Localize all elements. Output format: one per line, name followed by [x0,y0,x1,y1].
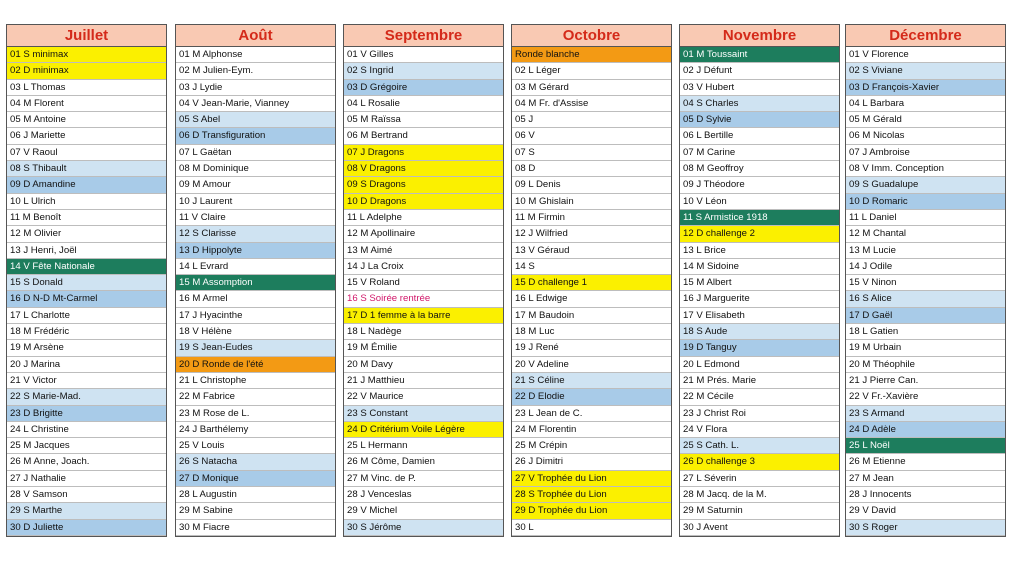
day-row: 25 L Hermann [344,438,503,454]
day-row: 10 J Laurent [176,194,335,210]
day-row: 02 M Julien-Eym. [176,63,335,79]
day-row: 06 M Bertrand [344,128,503,144]
day-row: 10 M Ghislain [512,194,671,210]
day-row: 03 D François-Xavier [846,80,1005,96]
day-row: 14 S [512,259,671,275]
day-row: 23 S Armand [846,406,1005,422]
day-row: 22 M Cécile [680,389,839,405]
day-row: 02 S Viviane [846,63,1005,79]
day-row: 29 V David [846,503,1005,519]
day-row: 05 D Sylvie [680,112,839,128]
day-row: 10 D Romaric [846,194,1005,210]
day-row: 13 L Brice [680,243,839,259]
day-row: 24 D Critérium Voile Légère [344,422,503,438]
day-row: 15 V Ninon [846,275,1005,291]
day-row: 03 V Hubert [680,80,839,96]
day-row: 27 M Jean [846,471,1005,487]
day-row: 30 S Roger [846,520,1005,536]
day-row: 08 M Dominique [176,161,335,177]
day-row: 28 M Jacq. de la M. [680,487,839,503]
day-row: 03 J Lydie [176,80,335,96]
day-row: 16 D N-D Mt-Carmel [7,291,166,307]
day-row: 26 S Natacha [176,454,335,470]
day-row: 18 L Gatien [846,324,1005,340]
day-row: 22 D Elodie [512,389,671,405]
day-row: 12 J Wilfried [512,226,671,242]
day-row: 23 D Brigitte [7,406,166,422]
day-row: 08 V Dragons [344,161,503,177]
day-row: 24 D Adèle [846,422,1005,438]
month-column [6,24,167,537]
day-row: 09 D Amandine [7,177,166,193]
day-row: 07 J Dragons [344,145,503,161]
day-row: 12 M Olivier [7,226,166,242]
day-row: 24 L Christine [7,422,166,438]
day-row: 09 S Guadalupe [846,177,1005,193]
day-row: 19 D Tanguy [680,340,839,356]
day-row: 18 L Nadège [344,324,503,340]
day-row: 19 M Urbain [846,340,1005,356]
day-row: 11 M Benoît [7,210,166,226]
day-row: 05 M Gérald [846,112,1005,128]
day-row: 30 D Juliette [7,520,166,536]
day-row: 28 S Trophée du Lion [512,487,671,503]
day-row: 14 J La Croix [344,259,503,275]
day-row: 25 V Louis [176,438,335,454]
day-row: 16 L Edwige [512,291,671,307]
day-row: 20 J Marina [7,357,166,373]
day-row: 05 M Antoine [7,112,166,128]
day-row: 23 M Rose de L. [176,406,335,422]
day-row: 28 L Augustin [176,487,335,503]
day-row: 10 V Léon [680,194,839,210]
day-row: 24 J Barthélemy [176,422,335,438]
day-row: 11 L Adelphe [344,210,503,226]
day-row: 04 L Rosalie [344,96,503,112]
day-row: 26 M Etienne [846,454,1005,470]
day-row: 29 D Trophée du Lion [512,503,671,519]
day-row: 10 L Ulrich [7,194,166,210]
day-row: 15 V Roland [344,275,503,291]
day-row: 16 J Marguerite [680,291,839,307]
day-row: 17 D 1 femme à la barre [344,308,503,324]
day-row: 12 D challenge 2 [680,226,839,242]
day-row: 13 M Aimé [344,243,503,259]
day-row: 02 D minimax [7,63,166,79]
day-row: 18 M Frédéric [7,324,166,340]
day-row: 29 M Saturnin [680,503,839,519]
day-row: 05 M Raïssa [344,112,503,128]
day-row: 21 J Matthieu [344,373,503,389]
day-row: 06 J Mariette [7,128,166,144]
day-row: 08 V Imm. Conception [846,161,1005,177]
day-row: 15 D challenge 1 [512,275,671,291]
day-row: 11 S Armistice 1918 [680,210,839,226]
day-row: 02 J Défunt [680,63,839,79]
day-row: 01 S minimax [7,47,166,63]
day-row: 14 J Odile [846,259,1005,275]
day-row: 08 M Geoffroy [680,161,839,177]
day-row: 21 M Prés. Marie [680,373,839,389]
day-row: 03 L Thomas [7,80,166,96]
day-row: 13 V Géraud [512,243,671,259]
day-row: 07 S [512,145,671,161]
day-row: 06 D Transfiguration [176,128,335,144]
day-row: 21 S Céline [512,373,671,389]
day-row: 25 M Crépin [512,438,671,454]
day-row: 20 D Ronde de l'été [176,357,335,373]
day-row: 25 L Noël [846,438,1005,454]
day-row: 10 D Dragons [344,194,503,210]
day-row: 21 J Pierre Can. [846,373,1005,389]
month-column [175,24,336,537]
day-row: 19 M Arsène [7,340,166,356]
day-row: 15 M Assomption [176,275,335,291]
day-row: 09 J Théodore [680,177,839,193]
day-row: 12 S Clarisse [176,226,335,242]
day-row: 30 S Jérôme [344,520,503,536]
day-row: 29 V Michel [344,503,503,519]
day-row: 12 M Apollinaire [344,226,503,242]
day-row: 03 D Grégoire [344,80,503,96]
day-row: 03 M Gérard [512,80,671,96]
day-row: 26 D challenge 3 [680,454,839,470]
day-row: 22 V Fr.-Xavière [846,389,1005,405]
month-title: Juillet [7,25,166,47]
day-row: 18 M Luc [512,324,671,340]
day-row: 25 S Cath. L. [680,438,839,454]
day-row: 11 L Daniel [846,210,1005,226]
day-row: 09 S Dragons [344,177,503,193]
day-row: 22 V Maurice [344,389,503,405]
day-row: 26 M Côme, Damien [344,454,503,470]
day-row: 12 M Chantal [846,226,1005,242]
month-column [845,24,1006,537]
day-row: 11 V Claire [176,210,335,226]
day-row: 08 D [512,161,671,177]
day-row: 18 S Aude [680,324,839,340]
day-row: 16 M Armel [176,291,335,307]
day-row: 04 L Barbara [846,96,1005,112]
day-row: 09 M Amour [176,177,335,193]
day-row: 17 D Gaël [846,308,1005,324]
month-title: Décembre [846,25,1005,47]
day-row: 01 M Alphonse [176,47,335,63]
day-row: 07 M Carine [680,145,839,161]
day-row: 07 V Raoul [7,145,166,161]
day-row: 29 S Marthe [7,503,166,519]
day-row: 26 J Dimitri [512,454,671,470]
month-title: Août [176,25,335,47]
day-row: 09 L Denis [512,177,671,193]
day-row: 05 J [512,112,671,128]
day-row: 17 L Charlotte [7,308,166,324]
day-row: 22 S Marie-Mad. [7,389,166,405]
day-row: 02 S Ingrid [344,63,503,79]
day-row: 26 M Anne, Joach. [7,454,166,470]
day-row: 17 M Baudoin [512,308,671,324]
day-row: 17 V Elisabeth [680,308,839,324]
day-row: 15 S Donald [7,275,166,291]
day-row: 27 V Trophée du Lion [512,471,671,487]
day-row: 04 V Jean-Marie, Vianney [176,96,335,112]
day-row: 27 M Vinc. de P. [344,471,503,487]
day-row: 30 J Avent [680,520,839,536]
day-row: 19 J René [512,340,671,356]
day-row: 14 V Fête Nationale [7,259,166,275]
day-row: 18 V Hélène [176,324,335,340]
day-row: 04 M Fr. d'Assise [512,96,671,112]
day-row: 13 J Henri, Joël [7,243,166,259]
day-row: 27 D Monique [176,471,335,487]
day-row: 19 M Émilie [344,340,503,356]
day-row: 27 L Séverin [680,471,839,487]
day-row: Ronde blanche [512,47,671,63]
day-row: 23 S Constant [344,406,503,422]
day-row: 04 S Charles [680,96,839,112]
day-row: 02 L Léger [512,63,671,79]
day-row: 11 M Firmin [512,210,671,226]
month-title: Novembre [680,25,839,47]
day-row: 30 L [512,520,671,536]
day-row: 16 S Alice [846,291,1005,307]
day-row: 28 V Samson [7,487,166,503]
day-row: 14 M Sidoine [680,259,839,275]
month-column [511,24,672,537]
day-row: 30 M Fiacre [176,520,335,536]
day-row: 06 V [512,128,671,144]
day-row: 23 J Christ Roi [680,406,839,422]
day-row: 28 J Innocents [846,487,1005,503]
day-row: 21 V Victor [7,373,166,389]
day-row: 20 M Théophile [846,357,1005,373]
day-row: 01 V Gilles [344,47,503,63]
month-column [343,24,504,537]
day-row: 25 M Jacques [7,438,166,454]
day-row: 01 M Toussaint [680,47,839,63]
day-row: 01 V Florence [846,47,1005,63]
day-row: 21 L Christophe [176,373,335,389]
day-row: 06 L Bertille [680,128,839,144]
day-row: 07 L Gaëtan [176,145,335,161]
month-column [679,24,840,537]
day-row: 04 M Florent [7,96,166,112]
day-row: 08 S Thibault [7,161,166,177]
day-row: 19 S Jean-Eudes [176,340,335,356]
day-row: 16 S Soirée rentrée [344,291,503,307]
day-row: 24 V Flora [680,422,839,438]
day-row: 27 J Nathalie [7,471,166,487]
month-title: Octobre [512,25,671,47]
day-row: 13 D Hippolyte [176,243,335,259]
day-row: 23 L Jean de C. [512,406,671,422]
day-row: 07 J Ambroise [846,145,1005,161]
day-row: 20 M Davy [344,357,503,373]
day-row: 13 M Lucie [846,243,1005,259]
day-row: 15 M Albert [680,275,839,291]
day-row: 20 L Edmond [680,357,839,373]
day-row: 06 M Nicolas [846,128,1005,144]
day-row: 22 M Fabrice [176,389,335,405]
day-row: 05 S Abel [176,112,335,128]
day-row: 17 J Hyacinthe [176,308,335,324]
month-title: Septembre [344,25,503,47]
day-row: 28 J Venceslas [344,487,503,503]
day-row: 20 V Adeline [512,357,671,373]
day-row: 24 M Florentin [512,422,671,438]
day-row: 14 L Evrard [176,259,335,275]
day-row: 29 M Sabine [176,503,335,519]
